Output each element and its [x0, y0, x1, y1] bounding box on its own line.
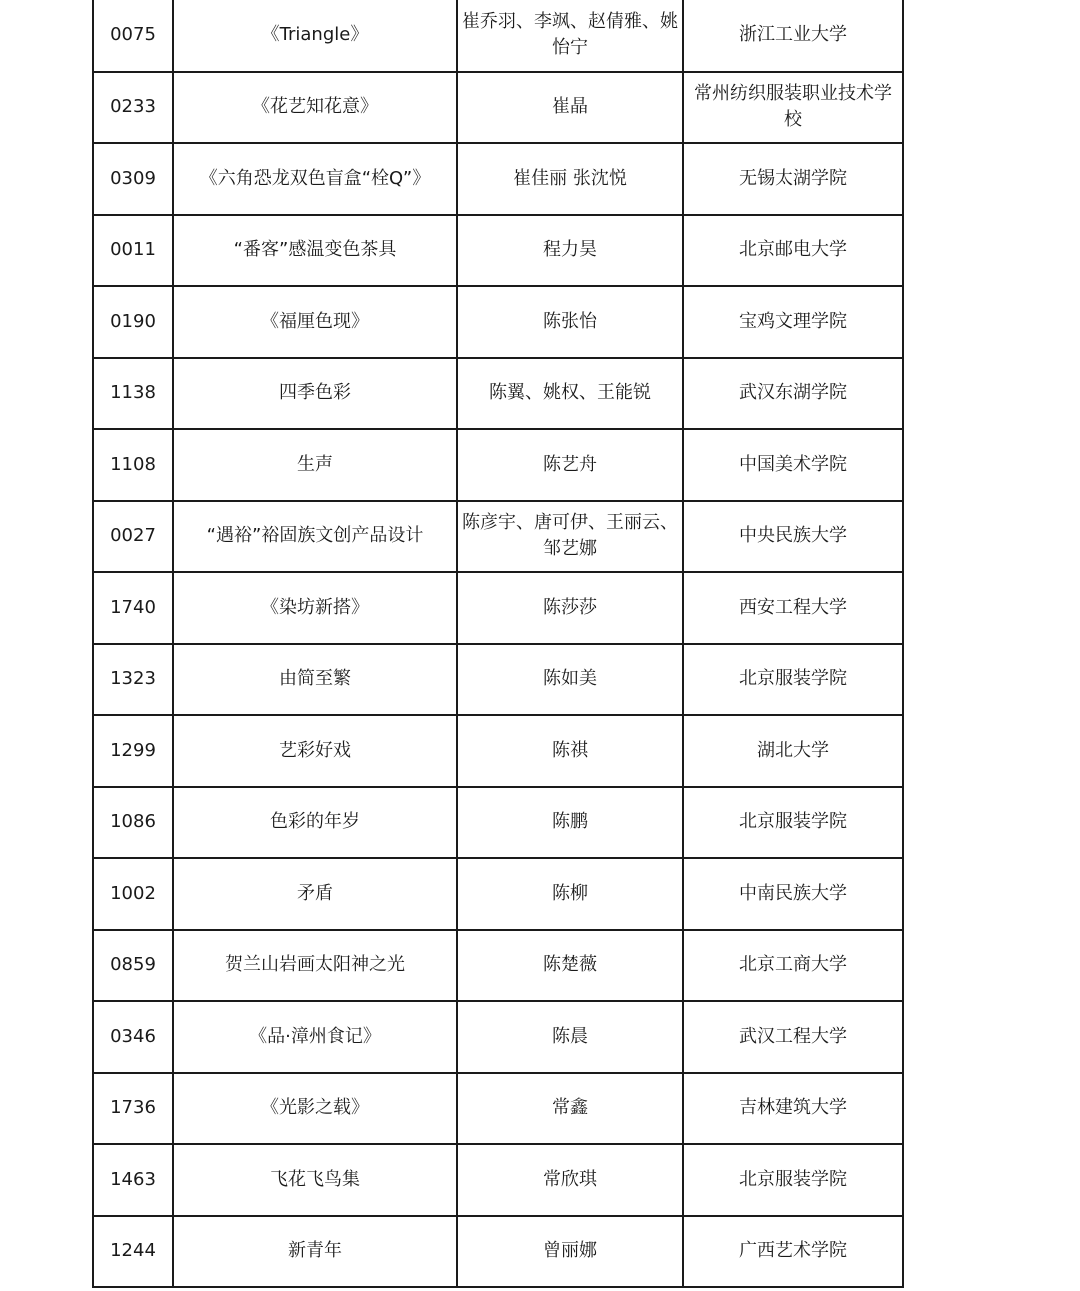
entry-id: 1108	[93, 429, 173, 501]
entry-title: 贺兰山岩画太阳神之光	[173, 930, 457, 1002]
entry-title: 生声	[173, 429, 457, 501]
table-row	[93, 858, 903, 930]
table-row	[93, 1144, 903, 1216]
entry-school: 吉林建筑大学	[683, 1073, 903, 1145]
entry-school: 广西艺术学院	[683, 1216, 903, 1288]
entry-school: 西安工程大学	[683, 572, 903, 644]
entry-authors: 陈柳	[457, 858, 683, 930]
table-row	[93, 286, 903, 358]
entry-title: “番客”感温变色茶具	[173, 215, 457, 287]
entry-title: 《Triangle》	[173, 0, 457, 72]
entry-authors: 陈彦宇、唐可伊、王丽云、邹艺娜	[457, 501, 683, 573]
table-row	[93, 143, 903, 215]
entry-title: 新青年	[173, 1216, 457, 1288]
table-row	[93, 1216, 903, 1288]
entry-id: 1002	[93, 858, 173, 930]
table-row	[93, 429, 903, 501]
entry-authors: 陈翼、姚权、王能锐	[457, 358, 683, 430]
entry-title: 《六角恐龙双色盲盒“栓Q”》	[173, 143, 457, 215]
table-row	[93, 930, 903, 1002]
entry-id: 1736	[93, 1073, 173, 1145]
entry-id: 0011	[93, 215, 173, 287]
entry-id: 0027	[93, 501, 173, 573]
entry-school: 北京服装学院	[683, 1144, 903, 1216]
entry-school: 北京服装学院	[683, 787, 903, 859]
entry-authors: 常鑫	[457, 1073, 683, 1145]
table-row	[93, 572, 903, 644]
entry-id: 1244	[93, 1216, 173, 1288]
table-row	[93, 501, 903, 573]
entry-school: 北京工商大学	[683, 930, 903, 1002]
entry-id: 0233	[93, 72, 173, 144]
table-row	[93, 644, 903, 716]
entry-authors: 陈祺	[457, 715, 683, 787]
entry-school: 湖北大学	[683, 715, 903, 787]
entry-school: 宝鸡文理学院	[683, 286, 903, 358]
entry-school: 北京邮电大学	[683, 215, 903, 287]
entry-title: 矛盾	[173, 858, 457, 930]
entries-table	[92, 0, 904, 1288]
entry-title: 色彩的年岁	[173, 787, 457, 859]
entry-school: 浙江工业大学	[683, 0, 903, 72]
entry-school: 武汉东湖学院	[683, 358, 903, 430]
table-row	[93, 1073, 903, 1145]
entry-id: 1463	[93, 1144, 173, 1216]
entry-title: 《花艺知花意》	[173, 72, 457, 144]
entry-school: 常州纺织服装职业技术学校	[683, 72, 903, 144]
table-row	[93, 215, 903, 287]
entry-authors: 程力昊	[457, 215, 683, 287]
entry-authors: 曾丽娜	[457, 1216, 683, 1288]
entry-authors: 崔晶	[457, 72, 683, 144]
entry-school: 无锡太湖学院	[683, 143, 903, 215]
entry-authors: 陈鹏	[457, 787, 683, 859]
table-row	[93, 787, 903, 859]
entry-title: 由简至繁	[173, 644, 457, 716]
entry-title: 飞花飞鸟集	[173, 1144, 457, 1216]
entry-school: 中央民族大学	[683, 501, 903, 573]
entry-authors: 常欣琪	[457, 1144, 683, 1216]
entry-title: 四季色彩	[173, 358, 457, 430]
entry-id: 1299	[93, 715, 173, 787]
entry-title: 《品·漳州食记》	[173, 1001, 457, 1073]
entry-id: 0190	[93, 286, 173, 358]
table-row	[93, 358, 903, 430]
entry-authors: 陈艺舟	[457, 429, 683, 501]
entry-id: 1138	[93, 358, 173, 430]
entry-title: 《光影之载》	[173, 1073, 457, 1145]
entry-title: “遇裕”裕固族文创产品设计	[173, 501, 457, 573]
entries-sheet	[92, 0, 902, 1288]
table-row	[93, 0, 903, 72]
table-row	[93, 72, 903, 144]
entry-authors: 陈晨	[457, 1001, 683, 1073]
table-row	[93, 1001, 903, 1073]
entry-authors: 陈如美	[457, 644, 683, 716]
entry-id: 0859	[93, 930, 173, 1002]
entry-authors: 陈莎莎	[457, 572, 683, 644]
entry-title: 艺彩好戏	[173, 715, 457, 787]
entry-school: 武汉工程大学	[683, 1001, 903, 1073]
entry-title: 《福厘色现》	[173, 286, 457, 358]
entry-id: 0346	[93, 1001, 173, 1073]
entry-authors: 陈张怡	[457, 286, 683, 358]
entry-id: 0309	[93, 143, 173, 215]
table-row	[93, 715, 903, 787]
entry-title: 《染坊新搭》	[173, 572, 457, 644]
entry-school: 中南民族大学	[683, 858, 903, 930]
entry-school: 中国美术学院	[683, 429, 903, 501]
entry-school: 北京服装学院	[683, 644, 903, 716]
entry-authors: 陈楚薇	[457, 930, 683, 1002]
entry-id: 1086	[93, 787, 173, 859]
entry-id: 1740	[93, 572, 173, 644]
entry-authors: 崔佳丽 张沈悦	[457, 143, 683, 215]
entry-id: 0075	[93, 0, 173, 72]
entry-authors: 崔乔羽、李飒、赵倩雅、姚怡宁	[457, 0, 683, 72]
entry-id: 1323	[93, 644, 173, 716]
